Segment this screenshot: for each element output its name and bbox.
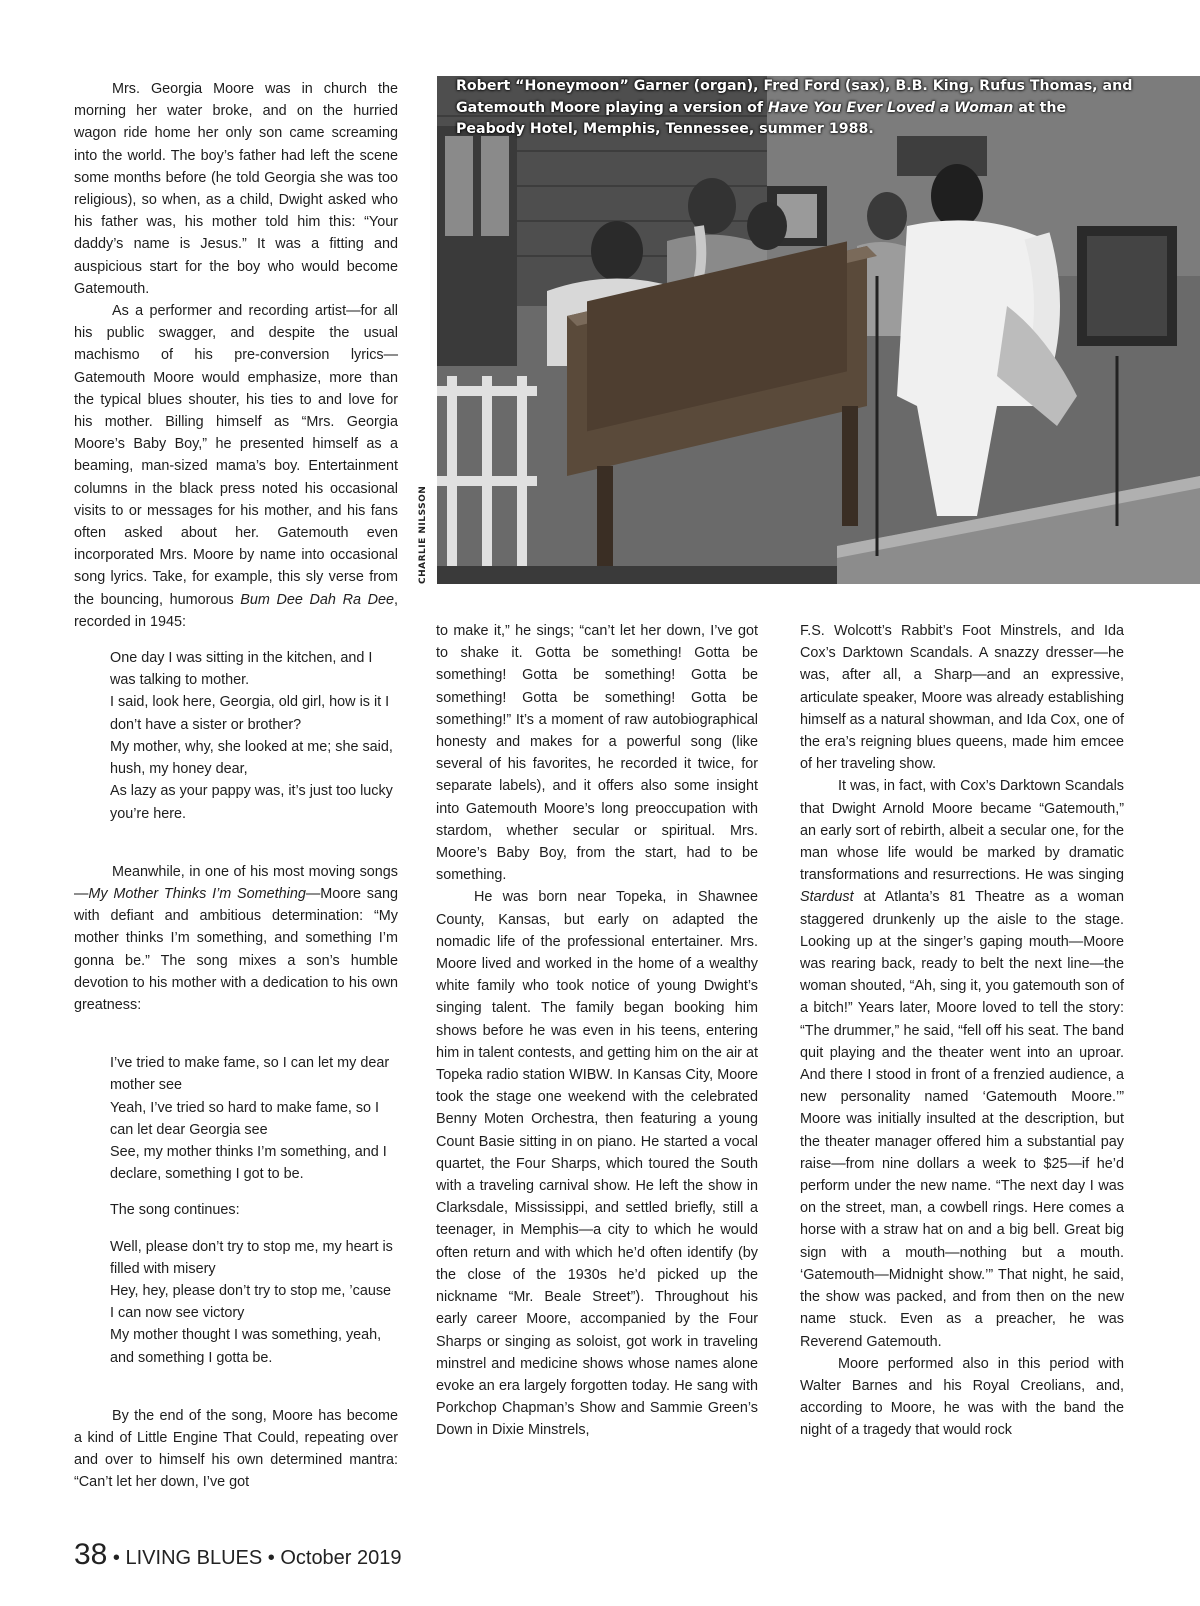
- paragraph-text: As a performer and recording artist—for all his public swagger, and despite the usual machismo of his pre-conversion lyrics—Gatemouth Moore would emphasize, more than the typical blues shouter, his ties to and love for his mother. Billing himself as “Mrs. Georgia Moore’s Baby Boy,” he presented himself as a beaming, man-sized mama’s boy. Entertainment columns in the black press noted his occasional visits to or messages for his mother, and his fans often asked about her. Gatemouth even incorporated Mrs. Moore by name into occasional song lyrics. Take, for example, this sly verse from the bouncing, humorous: [74, 303, 398, 608]
- lyric-line: My mother, why, she looked at me; she said, hush, my honey dear,: [110, 738, 393, 778]
- page-footer: [74, 1538, 402, 1572]
- paragraph: Mrs. Georgia Moore was in church the morning her water broke, and on the hurried wagon ride home her only son came screaming into the world. The boy’s father had left the scene some months before (he told Georgia she was too religious), so when, as a child, Dwight asked who his father was, his mother told him this: “Your daddy’s name is Jesus.” It was a fitting and auspicious start for the boy who would become Gatemouth.: [74, 81, 398, 297]
- page-number: 38: [74, 1538, 108, 1571]
- paragraph: [74, 300, 398, 633]
- footer-publication: • LIVING BLUES • October 2019: [107, 1547, 402, 1569]
- lyric-line: Well, please don’t try to stop me, my heart is filled with misery: [110, 1238, 393, 1277]
- lyric-continues: The song continues:: [110, 1202, 240, 1219]
- photo-caption: [456, 76, 1136, 141]
- paragraph-text: Meanwhile, in one of his most moving songs—: [74, 863, 398, 902]
- paragraph-text: at Atlanta’s 81 Theatre as a woman staggered drunkenly up the aisle to the stage. Looking up at the singer’s gaping mouth—Moore was rearing back, ready to belt the next line—the woman shouted, “Ah, sing it, you gatemouth son of a bitch!” Years later, Moore loved to tell the story: “The drummer,” he said, “fell off his seat. The band quit playing and the theater went into an uproar. And there I stood in front of a frenzied audience, a new personality named ‘Gatemouth Moore.’” Moore was initially insulted at the description, but the theater manager offered him a substantial pay raise—from nine dollars a week to $25—if he’d perform under the new name. “The next day I was on the street, man, a cowbell rings. Here comes a horse with a straw hat on and a big bell. Great big sign with a mouth—nothing but a mouth. ‘Gatemouth—Midnight show.’” That night, he said, the show was packed, and from then on the new name stuck. Even as a preacher, he was Reverend Gatemouth.: [800, 889, 1124, 1350]
- paragraph: He was born near Topeka, in Shawnee County, Kansas, but early on adapted the nomadic life of the professional entertainer. Mrs. Moore lived and worked in the home of a wealthy white family who took notice of young Dwight’s singing talent. The family began booking him shows before he was even in his teens, entering him in talent contests, and getting him on the air at Topeka radio station WIBW. In Kansas City, Moore took the stage one weekend with the celebrated Benny Moten Orchestra, then featuring a young Count Basie sitting in on piano. He started a vocal quartet, the Four Sharps, which toured the South with a traveling carnival show. He left the show in Clarksdale, Mississippi, and settled briefly, still a teenager, in Memphis—a city to which he would often return and with which he’d often identify (by the close of the 1930s he’d picked up the nickname “Mr. Beale Street”). Throughout his early career Moore, accompanied by the Four Sharps or singing as soloist, got work in traveling minstrel and medicine shows whose names alone evoke an era largely forgotten today. He sang with Porkchop Chapman’s Show and Sammie Green’s Down in Dixie Minstrels,: [436, 889, 758, 1439]
- lyric-note: [110, 1199, 398, 1221]
- caption-song-title: Have You Ever Loved a Woman: [768, 99, 1014, 116]
- song-title: Stardust: [800, 889, 854, 906]
- paragraph: F.S. Wolcott’s Rabbit’s Foot Minstrels, and Ida Cox’s Darktown Scandals. A snazzy dresser—he was, after all, a Sharp—and an expressive, articulate speaker, Moore was already establishing himself as a natural showman, and Ida Cox, one of the era’s reigning blues queens, made him emcee of her traveling show.: [800, 623, 1124, 773]
- paragraph: By the end of the song, Moore has become a kind of Little Engine That Could, repeating over and over to himself his own determined mantra: “Can’t let her down, I’ve got: [74, 1407, 398, 1491]
- lyric-verse: [110, 1236, 398, 1369]
- caption-text-a: Robert “Honeymoon” Garner (organ), Fred Ford (sax), B.B. King, Rufus Thomas, and Gatemouth Moore playing a version of: [456, 78, 1133, 116]
- lyric-line: One day I was sitting in the kitchen, and I was talking to mother.: [110, 650, 373, 689]
- text-column-2: [436, 620, 758, 1442]
- song-title: My Mother Thinks I’m Something: [88, 885, 306, 902]
- paragraph: [74, 861, 398, 1016]
- text-column-3: [800, 620, 1124, 1442]
- lyric-verse: [110, 647, 398, 825]
- paragraph: Moore performed also in this period with Walter Barnes and his Royal Creolians, and, according to Moore, he was with the band the night of a tragedy that would rock: [800, 1355, 1124, 1439]
- lyric-verse: [110, 1052, 398, 1185]
- song-title: Bum Dee Dah Ra Dee: [240, 591, 394, 608]
- paragraph-text: It was, in fact, with Cox’s Darktown Scandals that Dwight Arnold Moore became “Gatemouth,” an early sort of rebirth, albeit a secular one, for the man whose life would be marked by dramatic transformations and resurrections. He was singing: [800, 778, 1124, 884]
- lyric-line: Hey, hey, please don’t try to stop me, ’cause I can now see victory: [110, 1282, 392, 1322]
- photo-credit: CHARLIE NILSSON: [418, 485, 428, 584]
- lyric-line: See, my mother thinks I’m something, and I declare, something I got to be.: [110, 1143, 387, 1183]
- paragraph: to make it,” he sings; “can’t let her down, I’ve got to shake it. Gotta be something! Gotta be something! Gotta be something! Gotta be something! Gotta be something! Gotta be something!” It’s a moment of raw autobiographical honesty and makes for a powerful song (like several of his favorites, he recorded it twice, for separate labels), and it offers also some insight into Gatemouth Moore’s long preoccupation with stardom, whether secular or spiritual. Mrs. Moore’s Baby Boy, from the start, had to be something.: [436, 623, 758, 884]
- paragraph-text: , recorded in 1945:: [74, 591, 398, 630]
- caption-text-b: at the Peabody Hotel, Memphis, Tennessee, summer 1988.: [456, 99, 1067, 137]
- text-column-1: [74, 78, 398, 1494]
- lyric-line: My mother thought I was something, yeah, and something I gotta be.: [110, 1327, 382, 1366]
- paragraph-text: —Moore sang with defiant and ambitious determination: “My mother thinks I’m something, and something I’m gonna be.” The song mixes a son’s humble devotion to his mother with a dedication to his own greatness:: [74, 885, 398, 1013]
- lyric-line: As lazy as your pappy was, it’s just too lucky you’re here.: [110, 783, 393, 822]
- paragraph: [800, 775, 1124, 1352]
- lyric-line: I said, look here, Georgia, old girl, how is it I don’t have a sister or brother?: [110, 694, 390, 733]
- stage-photo: [437, 76, 1200, 584]
- lyric-line: I’ve tried to make fame, so I can let my dear mother see: [110, 1055, 390, 1094]
- lyric-line: Yeah, I’ve tried so hard to make fame, so I can let dear Georgia see: [110, 1099, 380, 1138]
